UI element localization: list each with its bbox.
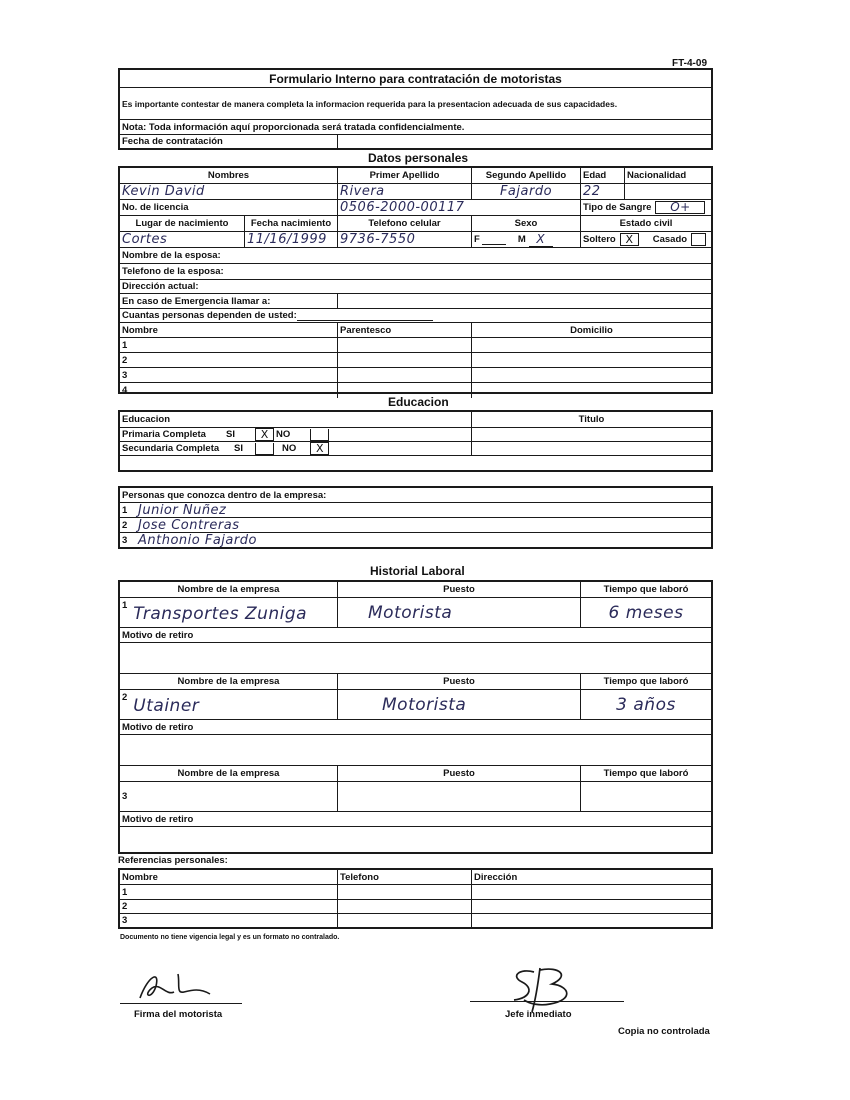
work-empresa-field[interactable] [120, 690, 338, 719]
lugar-nacimiento-value: Cortes [122, 232, 168, 247]
license-row [120, 200, 711, 216]
work-entry-row [120, 598, 711, 628]
dep-header-domicilio: Domicilio [570, 324, 613, 336]
references-header: Referencias personales: [118, 855, 228, 866]
hire-date-row [120, 135, 711, 148]
personal-data-table [118, 166, 713, 394]
primer-apellido-value: Rivera [340, 184, 385, 199]
dependent-row[interactable] [120, 368, 711, 383]
edu-header-educacion: Educacion [120, 412, 472, 427]
soltero-checkbox[interactable]: X [620, 233, 639, 246]
nombres-value: Kevin David [122, 184, 205, 199]
reference-direccion-field[interactable] [472, 900, 711, 913]
work-history-table [118, 580, 713, 854]
work-tiempo-value: 6 meses [608, 602, 684, 623]
work-empresa-value: Transportes Zuniga [133, 604, 308, 624]
work-header-puesto: Puesto [338, 582, 581, 597]
reference-row[interactable] [120, 885, 711, 900]
dependent-row[interactable] [120, 338, 711, 353]
work-history-section-title: Historial Laboral [370, 564, 465, 578]
work-header-row [120, 674, 711, 690]
header-edad: Edad [581, 168, 625, 183]
primaria-no-label: NO [275, 429, 291, 440]
education-blank-row[interactable] [120, 456, 711, 470]
form-header [118, 68, 713, 150]
lugar-nacimiento-field[interactable] [120, 232, 245, 247]
primaria-no-checkbox[interactable] [310, 429, 329, 441]
soltero-label: Soltero [583, 234, 616, 245]
estado-civil-cell [581, 232, 711, 247]
birth-values-row [120, 232, 711, 248]
known-person-name: Junior Nuñez [138, 502, 227, 518]
education-header-row [120, 412, 711, 428]
ref-header-direccion: Dirección [474, 871, 518, 883]
dependent-domicilio-field[interactable] [472, 368, 711, 382]
work-motivo-row[interactable] [120, 720, 711, 766]
secundaria-cell [120, 442, 472, 455]
reference-row[interactable] [120, 900, 711, 914]
primer-apellido-field[interactable] [338, 184, 472, 199]
known-person-name: Anthonio Fajardo [138, 532, 257, 548]
personal-section-title: Datos personales [368, 151, 469, 165]
work-entry-number: 3 [122, 791, 128, 802]
secundaria-si-label: SI [234, 443, 243, 454]
known-person-row[interactable] [120, 533, 711, 547]
primaria-si-label: SI [226, 429, 235, 440]
edad-value: 22 [583, 184, 601, 199]
work-puesto-field[interactable] [338, 782, 581, 811]
emergencia-field[interactable] [338, 294, 711, 308]
dep-header-parentesco: Parentesco [338, 323, 472, 337]
fecha-nacimiento-field[interactable] [245, 232, 338, 247]
header-nombres: Nombres [120, 168, 338, 183]
work-entry-row [120, 782, 711, 812]
emergencia-label: En caso de Emergencia llamar a: [120, 294, 338, 308]
primaria-si-checkbox[interactable]: X [255, 428, 274, 441]
primaria-titulo-field[interactable] [472, 428, 711, 441]
known-people-table [118, 486, 713, 549]
esposa-label: Nombre de la esposa: [122, 250, 221, 261]
work-tiempo-field[interactable] [581, 690, 711, 719]
tipo-sangre-cell [581, 200, 711, 215]
header-primer-apellido: Primer Apellido [338, 168, 472, 183]
reference-direccion-field[interactable] [472, 885, 711, 899]
dependen-row [120, 309, 711, 323]
work-header-puesto: Puesto [338, 766, 581, 781]
edu-header-titulo: Titulo [578, 414, 605, 425]
primaria-row [120, 428, 711, 442]
ref-header-nombre: Nombre [120, 870, 338, 884]
esposa-row[interactable] [120, 248, 711, 264]
supervisor-signature-label: Jefe inmediato [505, 1009, 572, 1020]
secundaria-titulo-field[interactable] [472, 442, 711, 455]
driver-signature-image [130, 966, 220, 1006]
reference-telefono-field[interactable] [338, 914, 472, 927]
dep-header-nombre: Nombre [120, 323, 338, 337]
telefono-celular-field[interactable] [338, 232, 472, 247]
known-person-number: 3 [122, 534, 128, 546]
work-header-puesto: Puesto [338, 674, 581, 689]
work-header-empresa: Nombre de la empresa [120, 674, 338, 689]
secundaria-row [120, 442, 711, 456]
header-sexo: Sexo [472, 216, 581, 231]
work-motivo-label: Motivo de retiro [120, 720, 711, 735]
reference-row-number: 3 [120, 914, 338, 927]
known-person-row[interactable] [120, 518, 711, 533]
work-tiempo-field[interactable] [581, 782, 711, 811]
known-person-name: Jose Contreras [138, 517, 240, 533]
work-empresa-field[interactable] [120, 598, 338, 627]
work-header-tiempo: Tiempo que laboró [603, 676, 689, 687]
secundaria-label: Secundaria Completa [122, 443, 220, 454]
secundaria-no-label: NO [281, 443, 297, 454]
secundaria-no-checkbox[interactable]: X [310, 442, 329, 455]
reference-direccion-field[interactable] [472, 914, 711, 927]
dependent-row[interactable] [120, 353, 711, 368]
personal-header-row [120, 168, 711, 184]
work-header-row [120, 582, 711, 598]
known-person-number: 1 [122, 504, 128, 516]
emergencia-row [120, 294, 711, 309]
work-entry-number: 2 [122, 692, 128, 703]
sexo-f-label: F [474, 234, 480, 245]
header-estado-civil: Estado civil [619, 218, 673, 229]
work-motivo-label: Motivo de retiro [120, 812, 711, 827]
sexo-m-label: M [517, 234, 526, 245]
dependent-parentesco-field[interactable] [338, 368, 472, 382]
casado-label: Casado [652, 234, 688, 245]
primaria-cell [120, 428, 472, 441]
dependent-row-number: 3 [120, 368, 338, 382]
sexo-cell [472, 232, 581, 247]
intro-text: Es importante contestar de manera completa la informacion requerida para la presentacion adecuada de sus capacidades. [120, 88, 711, 120]
work-empresa-value: Utainer [133, 696, 200, 716]
reference-row[interactable] [120, 914, 711, 927]
known-person-number: 2 [122, 519, 128, 531]
direccion-row[interactable] [120, 280, 711, 294]
work-puesto-value: Motorista [368, 602, 453, 623]
work-puesto-value: Motorista [382, 694, 467, 715]
education-section-title: Educacion [388, 395, 449, 409]
education-table [118, 410, 713, 472]
work-puesto-field[interactable] [338, 598, 581, 627]
work-header-tiempo: Tiempo que laboró [603, 584, 689, 595]
references-table [118, 868, 713, 929]
nacionalidad-field[interactable] [625, 184, 711, 199]
dependent-domicilio-field[interactable] [472, 383, 711, 398]
nombres-field[interactable] [120, 184, 338, 199]
work-puesto-field[interactable] [338, 690, 581, 719]
header-lugar-nacimiento: Lugar de nacimiento [120, 216, 245, 231]
header-telefono-celular: Telefono celular [338, 216, 472, 231]
work-motivo-label: Motivo de retiro [120, 628, 711, 643]
confidential-note: Nota: Toda información aquí proporcionada será tratada confidencialmente. [120, 120, 711, 135]
work-header-row [120, 766, 711, 782]
references-header-row [120, 870, 711, 885]
dependen-field[interactable] [297, 310, 433, 321]
edad-field[interactable] [581, 184, 625, 199]
licencia-value: 0506-2000-00117 [340, 200, 465, 215]
dependent-domicilio-field[interactable] [472, 353, 711, 367]
secundaria-si-checkbox[interactable] [255, 443, 274, 455]
dependent-domicilio-field[interactable] [472, 338, 711, 352]
casado-checkbox[interactable] [691, 233, 706, 246]
document-code: FT-4-09 [672, 58, 708, 69]
supervisor-signature-line[interactable] [470, 1001, 624, 1002]
reference-telefono-field[interactable] [338, 900, 472, 913]
licencia-field[interactable] [338, 200, 581, 215]
work-motivo-row[interactable] [120, 812, 711, 852]
dependent-parentesco-field[interactable] [338, 353, 472, 367]
reference-row-number: 1 [120, 885, 338, 899]
work-header-empresa: Nombre de la empresa [120, 766, 338, 781]
work-empresa-field[interactable] [120, 782, 338, 811]
tipo-sangre-field[interactable]: O+ [655, 201, 705, 214]
legal-footnote: Documento no tiene vigencia legal y es un formato no contralado. [120, 934, 340, 941]
dependent-row-number: 2 [120, 353, 338, 367]
segundo-apellido-field[interactable] [472, 184, 581, 199]
personal-names-row [120, 184, 711, 200]
hire-date-label: Fecha de contratación [120, 135, 338, 148]
fecha-nacimiento-value: 11/16/1999 [247, 232, 327, 247]
ref-header-telefono: Telefono [338, 870, 472, 884]
header-fecha-nacimiento: Fecha nacimiento [245, 216, 338, 231]
dependent-row-number: 1 [120, 338, 338, 352]
dependent-parentesco-field[interactable] [338, 338, 472, 352]
work-entry-number: 1 [122, 600, 128, 611]
sexo-f-blank[interactable] [482, 235, 506, 245]
telefono-celular-value: 9736-7550 [340, 232, 416, 247]
work-motivo-row[interactable] [120, 628, 711, 674]
reference-row-number: 2 [120, 900, 338, 913]
work-header-tiempo: Tiempo que laboró [603, 768, 689, 779]
driver-signature-line[interactable] [120, 1003, 242, 1004]
dependents-header-row [120, 323, 711, 338]
form-title: Formulario Interno para contratación de motoristas [120, 70, 711, 88]
licencia-label: No. de licencia [120, 200, 338, 215]
work-entry-row [120, 690, 711, 720]
tel-esposa-label: Telefono de la esposa: [122, 266, 224, 277]
known-person-row[interactable] [120, 503, 711, 518]
header-segundo-apellido: Segundo Apellido [472, 168, 581, 183]
header-nacionalidad: Nacionalidad [627, 170, 687, 181]
tipo-sangre-label: Tipo de Sangre [583, 202, 652, 213]
work-tiempo-value: 3 años [616, 694, 676, 715]
driver-signature-label: Firma del motorista [134, 1009, 223, 1020]
dependent-row-number: 4 [120, 383, 338, 398]
direccion-label: Dirección actual: [122, 281, 199, 292]
hire-date-field[interactable] [338, 135, 711, 148]
work-tiempo-field[interactable] [581, 598, 711, 627]
tel-esposa-row[interactable] [120, 264, 711, 280]
uncontrolled-copy-label: Copia no controlada [618, 1026, 710, 1037]
work-header-empresa: Nombre de la empresa [120, 582, 338, 597]
primaria-label: Primaria Completa [122, 429, 206, 440]
sexo-m-mark[interactable]: X [529, 232, 553, 247]
birth-header-row [120, 216, 711, 232]
known-people-header: Personas que conozca dentro de la empresa: [120, 488, 711, 503]
dependen-label: Cuantas personas dependen de usted: [122, 310, 297, 321]
segundo-apellido-value: Fajardo [499, 184, 553, 199]
reference-telefono-field[interactable] [338, 885, 472, 899]
